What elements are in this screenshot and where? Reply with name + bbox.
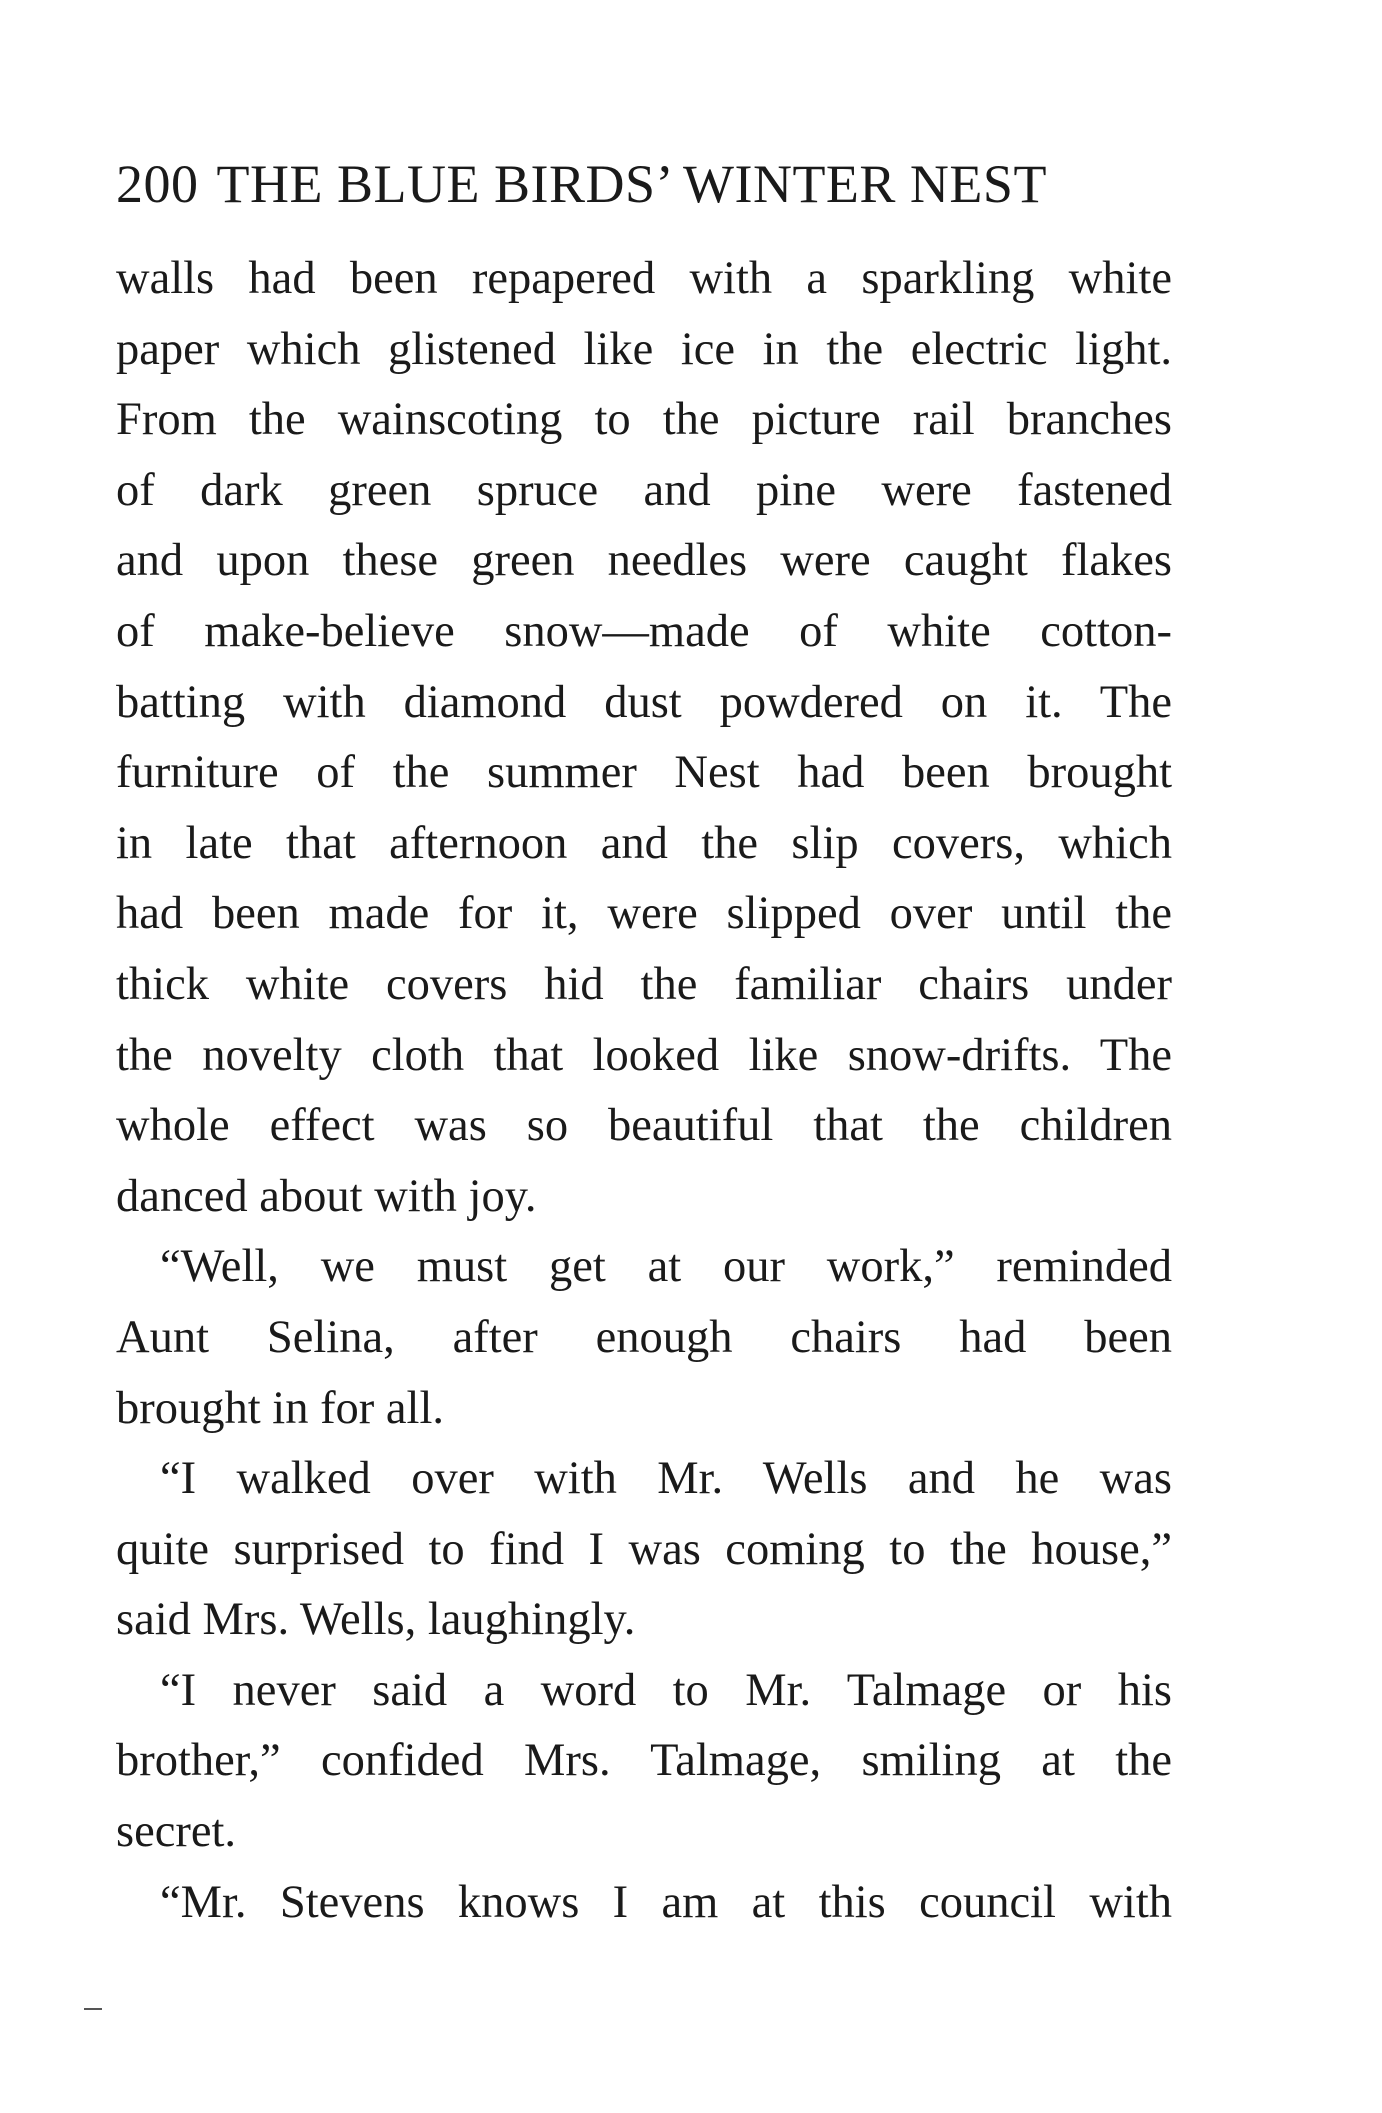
running-title: THE BLUE BIRDS’ WINTER NEST	[216, 154, 1047, 214]
text-line: brought in for all.	[116, 1382, 445, 1434]
text-line: had been made for it, were slipped over until the	[116, 888, 1172, 940]
text-line: in late that afternoon and the slip covers, which	[116, 817, 1172, 869]
text-line: of dark green spruce and pine were fastened	[116, 464, 1172, 516]
paragraph	[116, 244, 1172, 1232]
paragraph	[116, 1868, 1172, 1939]
text-line: the novelty cloth that looked like snow-drifts. The	[116, 1029, 1172, 1081]
paragraph	[116, 1656, 1172, 1868]
page-number: 200	[116, 154, 199, 214]
text-line: whole effect was so beautiful that the children	[116, 1100, 1172, 1152]
text-line: paper which glistened like ice in the electric light.	[116, 323, 1172, 375]
text-line: danced about with joy.	[116, 1170, 537, 1222]
margin-mark	[84, 2008, 102, 2010]
text-line: and upon these green needles were caught flakes	[116, 535, 1172, 587]
paragraph	[116, 1444, 1172, 1656]
text-line: Aunt Selina, after enough chairs had been	[116, 1311, 1172, 1363]
text-line: “Mr. Stevens knows I am at this council with	[160, 1876, 1172, 1928]
text-line: “I walked over with Mr. Wells and he was	[160, 1453, 1172, 1505]
text-line: “Well, we must get at our work,” reminded	[160, 1241, 1172, 1293]
body-text	[116, 244, 1172, 1938]
text-line: secret.	[116, 1806, 237, 1858]
text-line: said Mrs. Wells, laughingly.	[116, 1594, 636, 1646]
running-head	[116, 152, 1176, 216]
text-line: quite surprised to find I was coming to the house,”	[116, 1523, 1172, 1575]
text-line: “I never said a word to Mr. Talmage or his	[160, 1664, 1172, 1716]
paragraph	[116, 1232, 1172, 1444]
text-line: of make-believe snow—made of white cotton-	[116, 605, 1172, 657]
text-line: furniture of the summer Nest had been brought	[116, 747, 1172, 799]
text-line: batting with diamond dust powdered on it. The	[116, 676, 1172, 728]
text-line: brother,” confided Mrs. Talmage, smiling at the	[116, 1735, 1172, 1787]
text-line: walls had been repapered with a sparkling white	[116, 253, 1172, 304]
text-line: thick white covers hid the familiar chairs under	[116, 958, 1172, 1010]
text-line: From the wainscoting to the picture rail branches	[116, 394, 1172, 446]
